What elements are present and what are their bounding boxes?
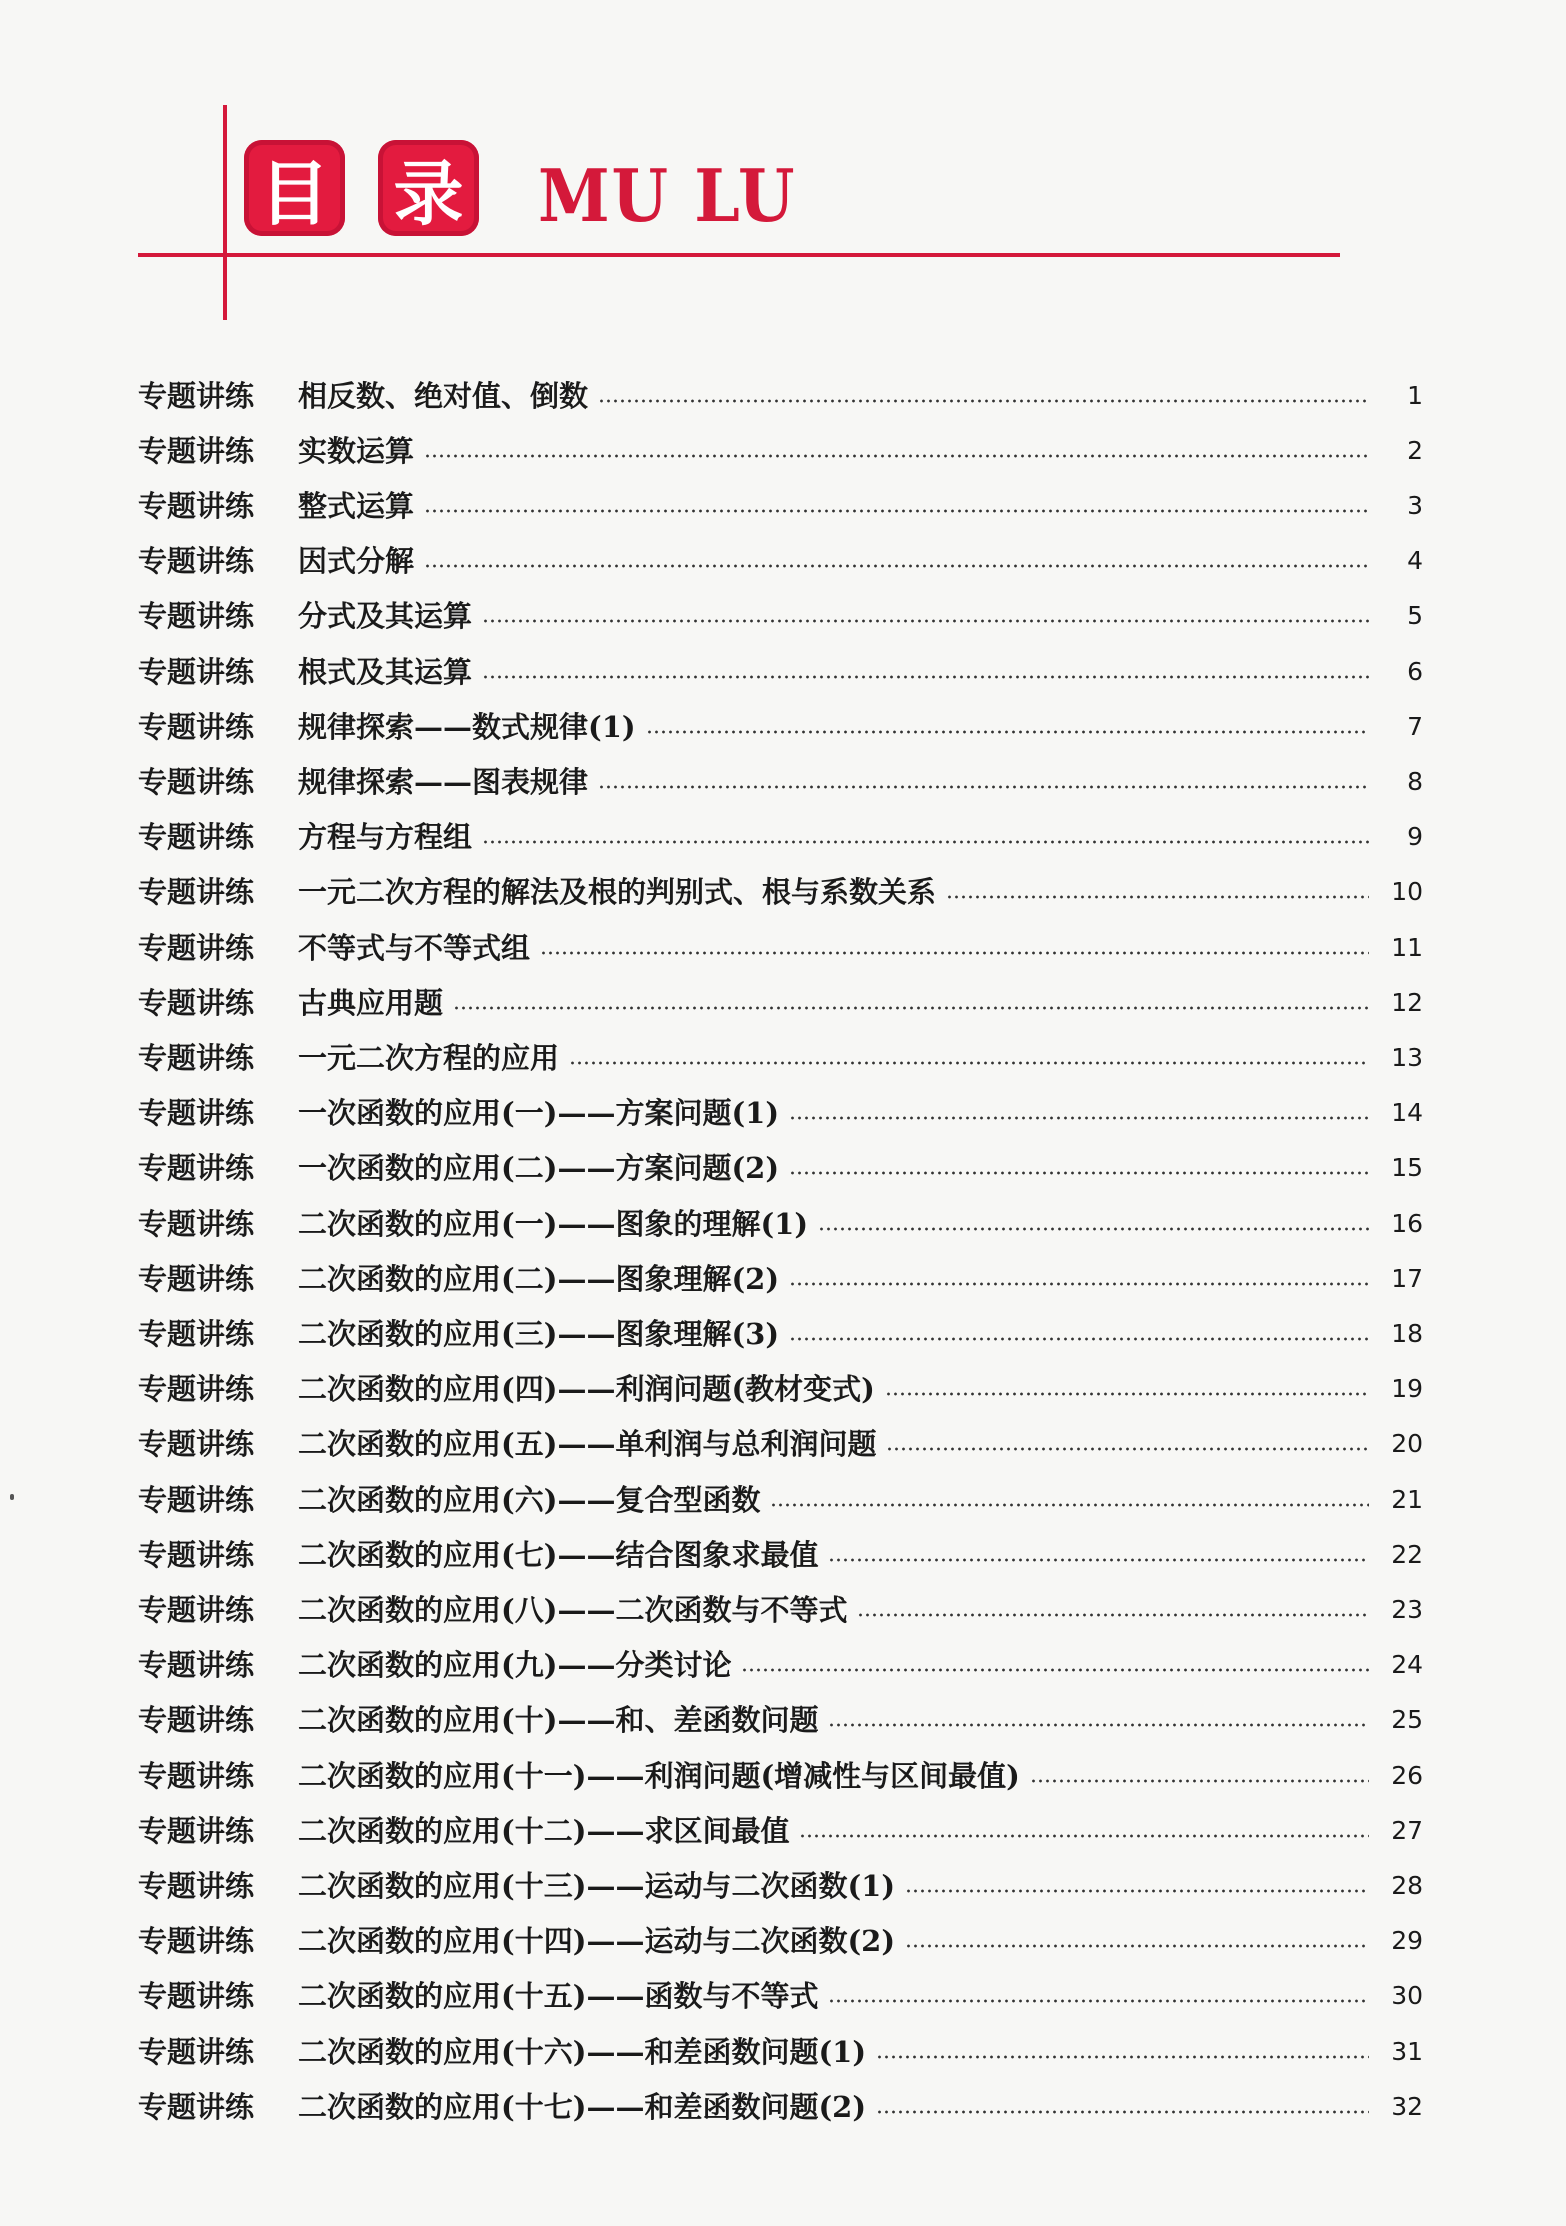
toc-category: 专题讲练 bbox=[138, 544, 255, 579]
toc-page-number: 26 bbox=[1391, 1760, 1423, 1790]
toc-dot-leader bbox=[818, 1227, 1369, 1231]
toc-category: 专题讲练 bbox=[138, 820, 255, 855]
toc-page-number: 16 bbox=[1391, 1208, 1423, 1238]
toc-page-number: 31 bbox=[1391, 2036, 1423, 2066]
toc-title: 二次函数的应用(六)——复合型函数 bbox=[298, 1482, 761, 1517]
toc-title: 整式运算 bbox=[298, 488, 415, 523]
toc-row[interactable] bbox=[138, 589, 1423, 644]
toc-category: 专题讲练 bbox=[138, 1482, 255, 1517]
toc-dot-leader bbox=[646, 730, 1369, 734]
toc-row[interactable] bbox=[138, 1030, 1423, 1085]
toc-row[interactable] bbox=[138, 699, 1423, 754]
toc-row[interactable] bbox=[138, 423, 1423, 478]
toc-row[interactable] bbox=[138, 1472, 1423, 1527]
toc-row[interactable] bbox=[138, 2024, 1423, 2079]
toc-category: 专题讲练 bbox=[138, 1924, 255, 1959]
toc-title: 古典应用题 bbox=[298, 985, 444, 1020]
toc-category: 专题讲练 bbox=[138, 1758, 255, 1793]
toc-category: 专题讲练 bbox=[138, 378, 255, 413]
toc-dot-leader bbox=[789, 1116, 1369, 1120]
toc-dot-leader bbox=[569, 1061, 1369, 1065]
toc-row[interactable] bbox=[138, 1914, 1423, 1969]
toc-title: 二次函数的应用(十七)——和差函数问题(2) bbox=[298, 2089, 867, 2124]
toc-category: 专题讲练 bbox=[138, 1813, 255, 1848]
toc-page-number: 18 bbox=[1391, 1318, 1423, 1348]
toc-row[interactable] bbox=[138, 1086, 1423, 1141]
header-horizontal-rule bbox=[138, 253, 1340, 257]
toc-row[interactable] bbox=[138, 1693, 1423, 1748]
toc-page-number: 32 bbox=[1391, 2091, 1423, 2121]
toc-category: 专题讲练 bbox=[138, 1537, 255, 1572]
toc-category: 专题讲练 bbox=[138, 930, 255, 965]
toc-row[interactable] bbox=[138, 1196, 1423, 1251]
toc-category: 专题讲练 bbox=[138, 1703, 255, 1738]
toc-category: 专题讲练 bbox=[138, 1040, 255, 1075]
toc-row[interactable] bbox=[138, 1638, 1423, 1693]
toc-dot-leader bbox=[789, 1337, 1369, 1341]
toc-row[interactable] bbox=[138, 1969, 1423, 2024]
toc-row[interactable] bbox=[138, 644, 1423, 699]
toc-category: 专题讲练 bbox=[138, 1316, 255, 1351]
toc-category: 专题讲练 bbox=[138, 1868, 255, 1903]
toc-category: 专题讲练 bbox=[138, 1096, 255, 1131]
toc-title: 规律探索——图表规律 bbox=[298, 764, 589, 799]
toc-category: 专题讲练 bbox=[138, 2089, 255, 2124]
toc-page-number: 10 bbox=[1391, 877, 1423, 907]
toc-row[interactable] bbox=[138, 478, 1423, 533]
toc-title: 二次函数的应用(八)——二次函数与不等式 bbox=[298, 1592, 848, 1627]
toc-page-number: 11 bbox=[1391, 932, 1423, 962]
toc-category: 专题讲练 bbox=[138, 1979, 255, 2014]
toc-title: 二次函数的应用(五)——单利润与总利润问题 bbox=[298, 1427, 877, 1462]
toc-row[interactable] bbox=[138, 1141, 1423, 1196]
toc-dot-leader bbox=[453, 1006, 1369, 1010]
toc-row[interactable] bbox=[138, 865, 1423, 920]
toc-dot-leader bbox=[540, 951, 1369, 955]
title-char-mu: 目 bbox=[259, 152, 330, 235]
toc-page-number: 2 bbox=[1407, 435, 1423, 465]
toc-category: 专题讲练 bbox=[138, 1372, 255, 1407]
scan-speck bbox=[10, 1494, 14, 1500]
toc-row[interactable] bbox=[138, 1803, 1423, 1858]
toc-row[interactable] bbox=[138, 1417, 1423, 1472]
toc-title: 二次函数的应用(四)——利润问题(教材变式) bbox=[298, 1372, 875, 1407]
toc-page-number: 17 bbox=[1391, 1263, 1423, 1293]
toc-title: 二次函数的应用(十五)——函数与不等式 bbox=[298, 1979, 819, 2014]
title-char-lu: 录 bbox=[393, 152, 464, 235]
toc-title: 二次函数的应用(十六)——和差函数问题(1) bbox=[298, 2034, 867, 2069]
toc-dot-leader bbox=[828, 1723, 1369, 1727]
toc-dot-leader bbox=[424, 509, 1369, 513]
toc-page-number: 5 bbox=[1407, 601, 1423, 631]
toc-dot-leader bbox=[828, 1999, 1369, 2003]
toc-dot-leader bbox=[885, 1392, 1369, 1396]
toc-category: 专题讲练 bbox=[138, 1261, 255, 1296]
toc-row[interactable] bbox=[138, 368, 1423, 423]
toc-title: 实数运算 bbox=[298, 433, 415, 468]
toc-dot-leader bbox=[424, 454, 1369, 458]
toc-page-number: 21 bbox=[1391, 1484, 1423, 1514]
toc-title: 二次函数的应用(七)——结合图象求最值 bbox=[298, 1537, 819, 1572]
toc-page-number: 7 bbox=[1407, 711, 1423, 741]
toc-category: 专题讲练 bbox=[138, 1206, 255, 1241]
toc-row[interactable] bbox=[138, 1748, 1423, 1803]
title-badge-lu bbox=[378, 140, 479, 236]
toc-title: 规律探索——数式规律(1) bbox=[298, 709, 636, 744]
toc-row[interactable] bbox=[138, 1306, 1423, 1361]
toc-category: 专题讲练 bbox=[138, 1151, 255, 1186]
toc-row[interactable] bbox=[138, 975, 1423, 1030]
toc-dot-leader bbox=[905, 1944, 1369, 1948]
toc-category: 专题讲练 bbox=[138, 985, 255, 1020]
toc-dot-leader bbox=[905, 1889, 1369, 1893]
toc-page-number: 28 bbox=[1391, 1870, 1423, 1900]
toc-title: 根式及其运算 bbox=[298, 654, 473, 689]
toc-dot-leader bbox=[789, 1171, 1369, 1175]
toc-row[interactable] bbox=[138, 754, 1423, 809]
toc-page-number: 13 bbox=[1391, 1042, 1423, 1072]
toc-page-number: 15 bbox=[1391, 1153, 1423, 1183]
toc-title: 二次函数的应用(九)——分类讨论 bbox=[298, 1648, 732, 1683]
toc-category: 专题讲练 bbox=[138, 764, 255, 799]
toc-page-number: 4 bbox=[1407, 546, 1423, 576]
toc-page-number: 20 bbox=[1391, 1429, 1423, 1459]
toc-dot-leader bbox=[857, 1613, 1369, 1617]
toc-dot-leader bbox=[876, 2110, 1369, 2114]
toc-dot-leader bbox=[424, 564, 1369, 568]
toc-dot-leader bbox=[946, 895, 1369, 899]
toc-title: 二次函数的应用(十一)——利润问题(增减性与区间最值) bbox=[298, 1758, 1020, 1793]
toc-category: 专题讲练 bbox=[138, 433, 255, 468]
toc-category: 专题讲练 bbox=[138, 875, 255, 910]
toc-page-number: 25 bbox=[1391, 1705, 1423, 1735]
toc-dot-leader bbox=[482, 619, 1369, 623]
toc-dot-leader bbox=[789, 1282, 1369, 1286]
toc-row[interactable] bbox=[138, 810, 1423, 865]
toc-dot-leader bbox=[799, 1834, 1369, 1838]
toc-title: 二次函数的应用(一)——图象的理解(1) bbox=[298, 1206, 809, 1241]
toc-dot-leader bbox=[741, 1668, 1369, 1672]
toc-category: 专题讲练 bbox=[138, 1648, 255, 1683]
toc-dot-leader bbox=[770, 1503, 1369, 1507]
toc-title: 一次函数的应用(一)——方案问题(1) bbox=[298, 1096, 780, 1131]
toc-dot-leader bbox=[886, 1447, 1369, 1451]
toc-page-number: 12 bbox=[1391, 987, 1423, 1017]
toc-page-number: 6 bbox=[1407, 656, 1423, 686]
toc-page-number: 27 bbox=[1391, 1815, 1423, 1845]
toc-page-number: 24 bbox=[1391, 1650, 1423, 1680]
toc-page-number: 14 bbox=[1391, 1098, 1423, 1128]
toc-dot-leader bbox=[828, 1558, 1369, 1562]
toc-dot-leader bbox=[598, 399, 1369, 403]
toc-title: 相反数、绝对值、倒数 bbox=[298, 378, 589, 413]
toc-row[interactable] bbox=[138, 1582, 1423, 1637]
toc-page-number: 19 bbox=[1391, 1374, 1423, 1404]
toc-title: 二次函数的应用(二)——图象理解(2) bbox=[298, 1261, 780, 1296]
title-romanized: MU LU bbox=[538, 153, 797, 238]
toc-category: 专题讲练 bbox=[138, 599, 255, 634]
toc-page-number: 23 bbox=[1391, 1594, 1423, 1624]
toc-dot-leader bbox=[482, 675, 1369, 679]
toc-category: 专题讲练 bbox=[138, 488, 255, 523]
toc-dot-leader bbox=[1030, 1779, 1369, 1783]
toc-title: 二次函数的应用(三)——图象理解(3) bbox=[298, 1316, 780, 1351]
toc-title: 分式及其运算 bbox=[298, 599, 473, 634]
toc-page-number: 9 bbox=[1407, 822, 1423, 852]
toc-page-number: 30 bbox=[1391, 1981, 1423, 2011]
title-badge-mu bbox=[244, 140, 345, 236]
toc-title: 不等式与不等式组 bbox=[298, 930, 531, 965]
toc-row[interactable] bbox=[138, 1362, 1423, 1417]
toc-row[interactable] bbox=[138, 1858, 1423, 1913]
toc-title: 一次函数的应用(二)——方案问题(2) bbox=[298, 1151, 780, 1186]
toc-title: 方程与方程组 bbox=[298, 820, 473, 855]
toc-category: 专题讲练 bbox=[138, 654, 255, 689]
toc-page-number: 22 bbox=[1391, 1539, 1423, 1569]
toc-category: 专题讲练 bbox=[138, 709, 255, 744]
toc-category: 专题讲练 bbox=[138, 2034, 255, 2069]
toc-row[interactable] bbox=[138, 1251, 1423, 1306]
toc-row[interactable] bbox=[138, 1527, 1423, 1582]
toc-page-number: 29 bbox=[1391, 1926, 1423, 1956]
toc-title: 二次函数的应用(十三)——运动与二次函数(1) bbox=[298, 1868, 896, 1903]
toc-dot-leader bbox=[876, 2055, 1369, 2059]
toc-row[interactable] bbox=[138, 2079, 1423, 2134]
toc-title: 因式分解 bbox=[298, 544, 415, 579]
toc-page-number: 8 bbox=[1407, 766, 1423, 796]
toc-title: 二次函数的应用(十)——和、差函数问题 bbox=[298, 1703, 819, 1738]
toc-row[interactable] bbox=[138, 920, 1423, 975]
toc-title: 二次函数的应用(十二)——求区间最值 bbox=[298, 1813, 790, 1848]
header-vertical-rule bbox=[223, 105, 227, 320]
toc-title: 一元二次方程的应用 bbox=[298, 1040, 560, 1075]
toc-row[interactable] bbox=[138, 534, 1423, 589]
toc-title: 一元二次方程的解法及根的判别式、根与系数关系 bbox=[298, 875, 937, 910]
toc-page-number: 3 bbox=[1407, 490, 1423, 520]
toc-category: 专题讲练 bbox=[138, 1427, 255, 1462]
toc-page-number: 1 bbox=[1407, 380, 1423, 410]
toc-category: 专题讲练 bbox=[138, 1592, 255, 1627]
toc-dot-leader bbox=[482, 840, 1369, 844]
toc-title: 二次函数的应用(十四)——运动与二次函数(2) bbox=[298, 1924, 896, 1959]
toc-dot-leader bbox=[598, 785, 1369, 789]
